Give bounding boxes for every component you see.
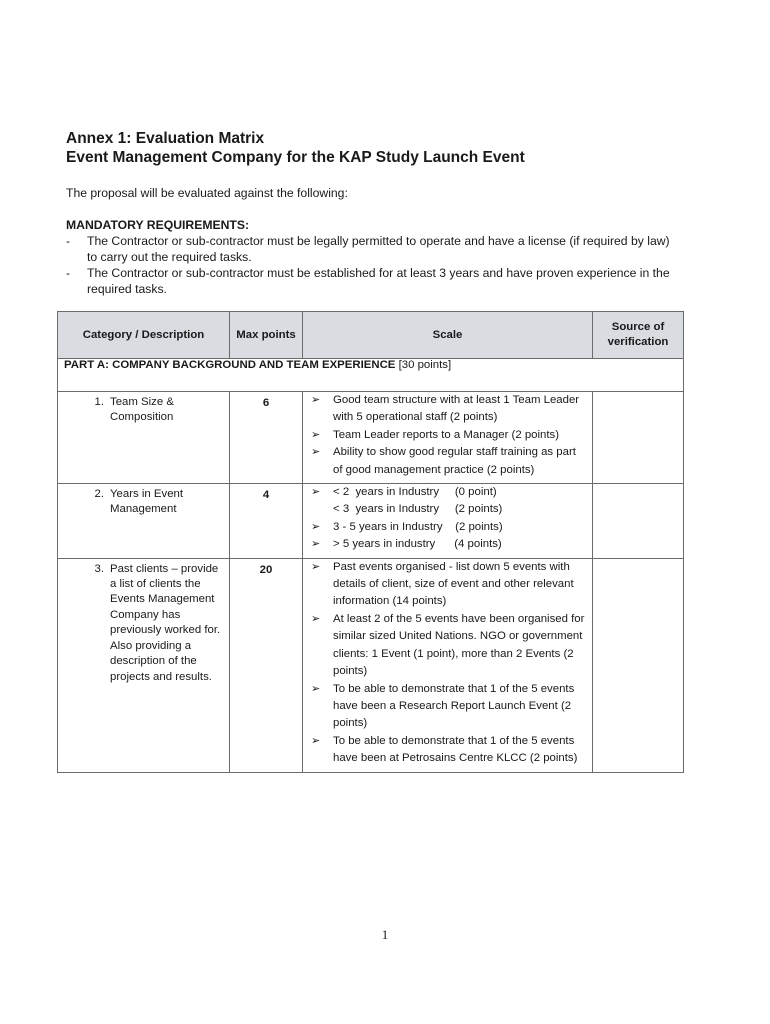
header-max-points: Max points (230, 312, 303, 359)
arrow-bullet-icon: ➢ (311, 446, 321, 459)
mandatory-heading: MANDATORY REQUIREMENTS: (66, 218, 250, 232)
arrow-bullet-icon: ➢ (311, 394, 321, 406)
scale-item-text: < 3 years in Industry (2 points) (333, 503, 503, 516)
points-cell: 6 (230, 392, 303, 484)
table-header-row (58, 312, 684, 359)
arrow-bullet-icon: ➢ (311, 612, 321, 625)
scale-item-text: Ability to show good regular staff training as part of good management practice (2 points) (333, 446, 580, 476)
scale-item (311, 392, 588, 427)
scale-item-text: Past events organised - list down 5 events with details of client, size of event and other relevant information (14 points) (333, 560, 577, 608)
mandatory-item (66, 233, 681, 265)
table-row (58, 484, 684, 559)
category-text: Team Size & Composition (110, 396, 174, 424)
source-cell (593, 558, 684, 772)
header-source: Source of verification (593, 312, 684, 359)
arrow-bullet-icon: ➢ (311, 486, 321, 499)
arrow-bullet-icon: ➢ (311, 520, 321, 533)
source-cell (593, 484, 684, 559)
mandatory-list (66, 233, 681, 297)
scale-item-text: To be able to demonstrate that 1 of the 5 events have been a Research Report Launch Event (2 points) (333, 682, 578, 730)
mandatory-item (66, 265, 681, 297)
part-a-title: PART A: COMPANY BACKGROUND AND TEAM EXPERIENCE (64, 359, 396, 371)
part-a-points: [30 points] (395, 359, 452, 371)
part-a-heading (58, 359, 684, 392)
scale-item (311, 444, 588, 479)
scale-item-text: Team Leader reports to a Manager (2 points) (333, 428, 560, 441)
category-text: Past clients – provide a list of clients the Events Management Company has previously worked for. Also providing a description of the projects and results. (110, 562, 221, 683)
category-cell (58, 484, 230, 559)
title-line-1: Annex 1: Evaluation Matrix (66, 130, 265, 147)
mandatory-item-text: The Contractor or sub-contractor must be established for at least 3 years and have proven experience in the required tasks. (87, 266, 670, 296)
list-dash: - (66, 266, 71, 280)
points-cell: 4 (230, 484, 303, 559)
scale-item (311, 611, 588, 681)
table-row (58, 558, 684, 772)
scale-item (311, 519, 588, 536)
category-text: Years in Event Management (110, 488, 184, 516)
row-number: 1. (94, 396, 104, 408)
scale-item (311, 536, 588, 553)
category-cell (58, 558, 230, 772)
row-number: 2. (94, 488, 104, 501)
evaluation-matrix-table (57, 311, 684, 773)
title-line-2: Event Management Company for the KAP Study Launch Event (66, 149, 525, 166)
arrow-bullet-icon: ➢ (311, 734, 321, 747)
arrow-bullet-icon (311, 501, 333, 518)
page-number: 1 (381, 927, 389, 942)
document-title (66, 129, 525, 167)
row-number: 3. (94, 562, 104, 575)
arrow-bullet-icon: ➢ (311, 538, 321, 551)
scale-item (311, 559, 588, 611)
scale-cell (303, 484, 593, 559)
source-cell (593, 392, 684, 484)
scale-item-text: 3 - 5 years in Industry (2 points) (333, 520, 503, 533)
category-cell (58, 392, 230, 484)
part-row (58, 359, 684, 392)
scale-cell (303, 392, 593, 484)
arrow-bullet-icon: ➢ (311, 682, 321, 695)
scale-item-text: > 5 years in industry (4 points) (333, 538, 502, 551)
intro-text: The proposal will be evaluated against the following: (66, 186, 348, 200)
header-scale: Scale (303, 312, 593, 359)
scale-item (311, 501, 588, 518)
mandatory-item-text: The Contractor or sub-contractor must be legally permitted to operate and have a license (if required by law) to carry out the required tasks. (87, 234, 670, 264)
scale-item (311, 427, 588, 444)
scale-item (311, 681, 588, 733)
arrow-bullet-icon: ➢ (311, 560, 321, 573)
scale-item-text: To be able to demonstrate that 1 of the 5 events have been at Petrosains Centre KLCC (2 points) (333, 734, 578, 765)
arrow-bullet-icon: ➢ (311, 428, 321, 441)
header-category: Category / Description (58, 312, 230, 359)
list-dash: - (66, 234, 71, 248)
scale-item-text: At least 2 of the 5 events have been organised for similar sized United Nations. NGO or government clients: 1 Event (1 point), more than 2 Events (2 points) (333, 612, 588, 678)
scale-cell (303, 558, 593, 772)
scale-item-text: < 2 years in Industry (0 point) (333, 486, 497, 499)
scale-item-text: Good team structure with at least 1 Team Leader with 5 operational staff (2 points) (333, 394, 583, 424)
points-cell: 20 (230, 558, 303, 772)
scale-item (311, 733, 588, 768)
scale-item (311, 484, 588, 501)
table-row (58, 392, 684, 484)
